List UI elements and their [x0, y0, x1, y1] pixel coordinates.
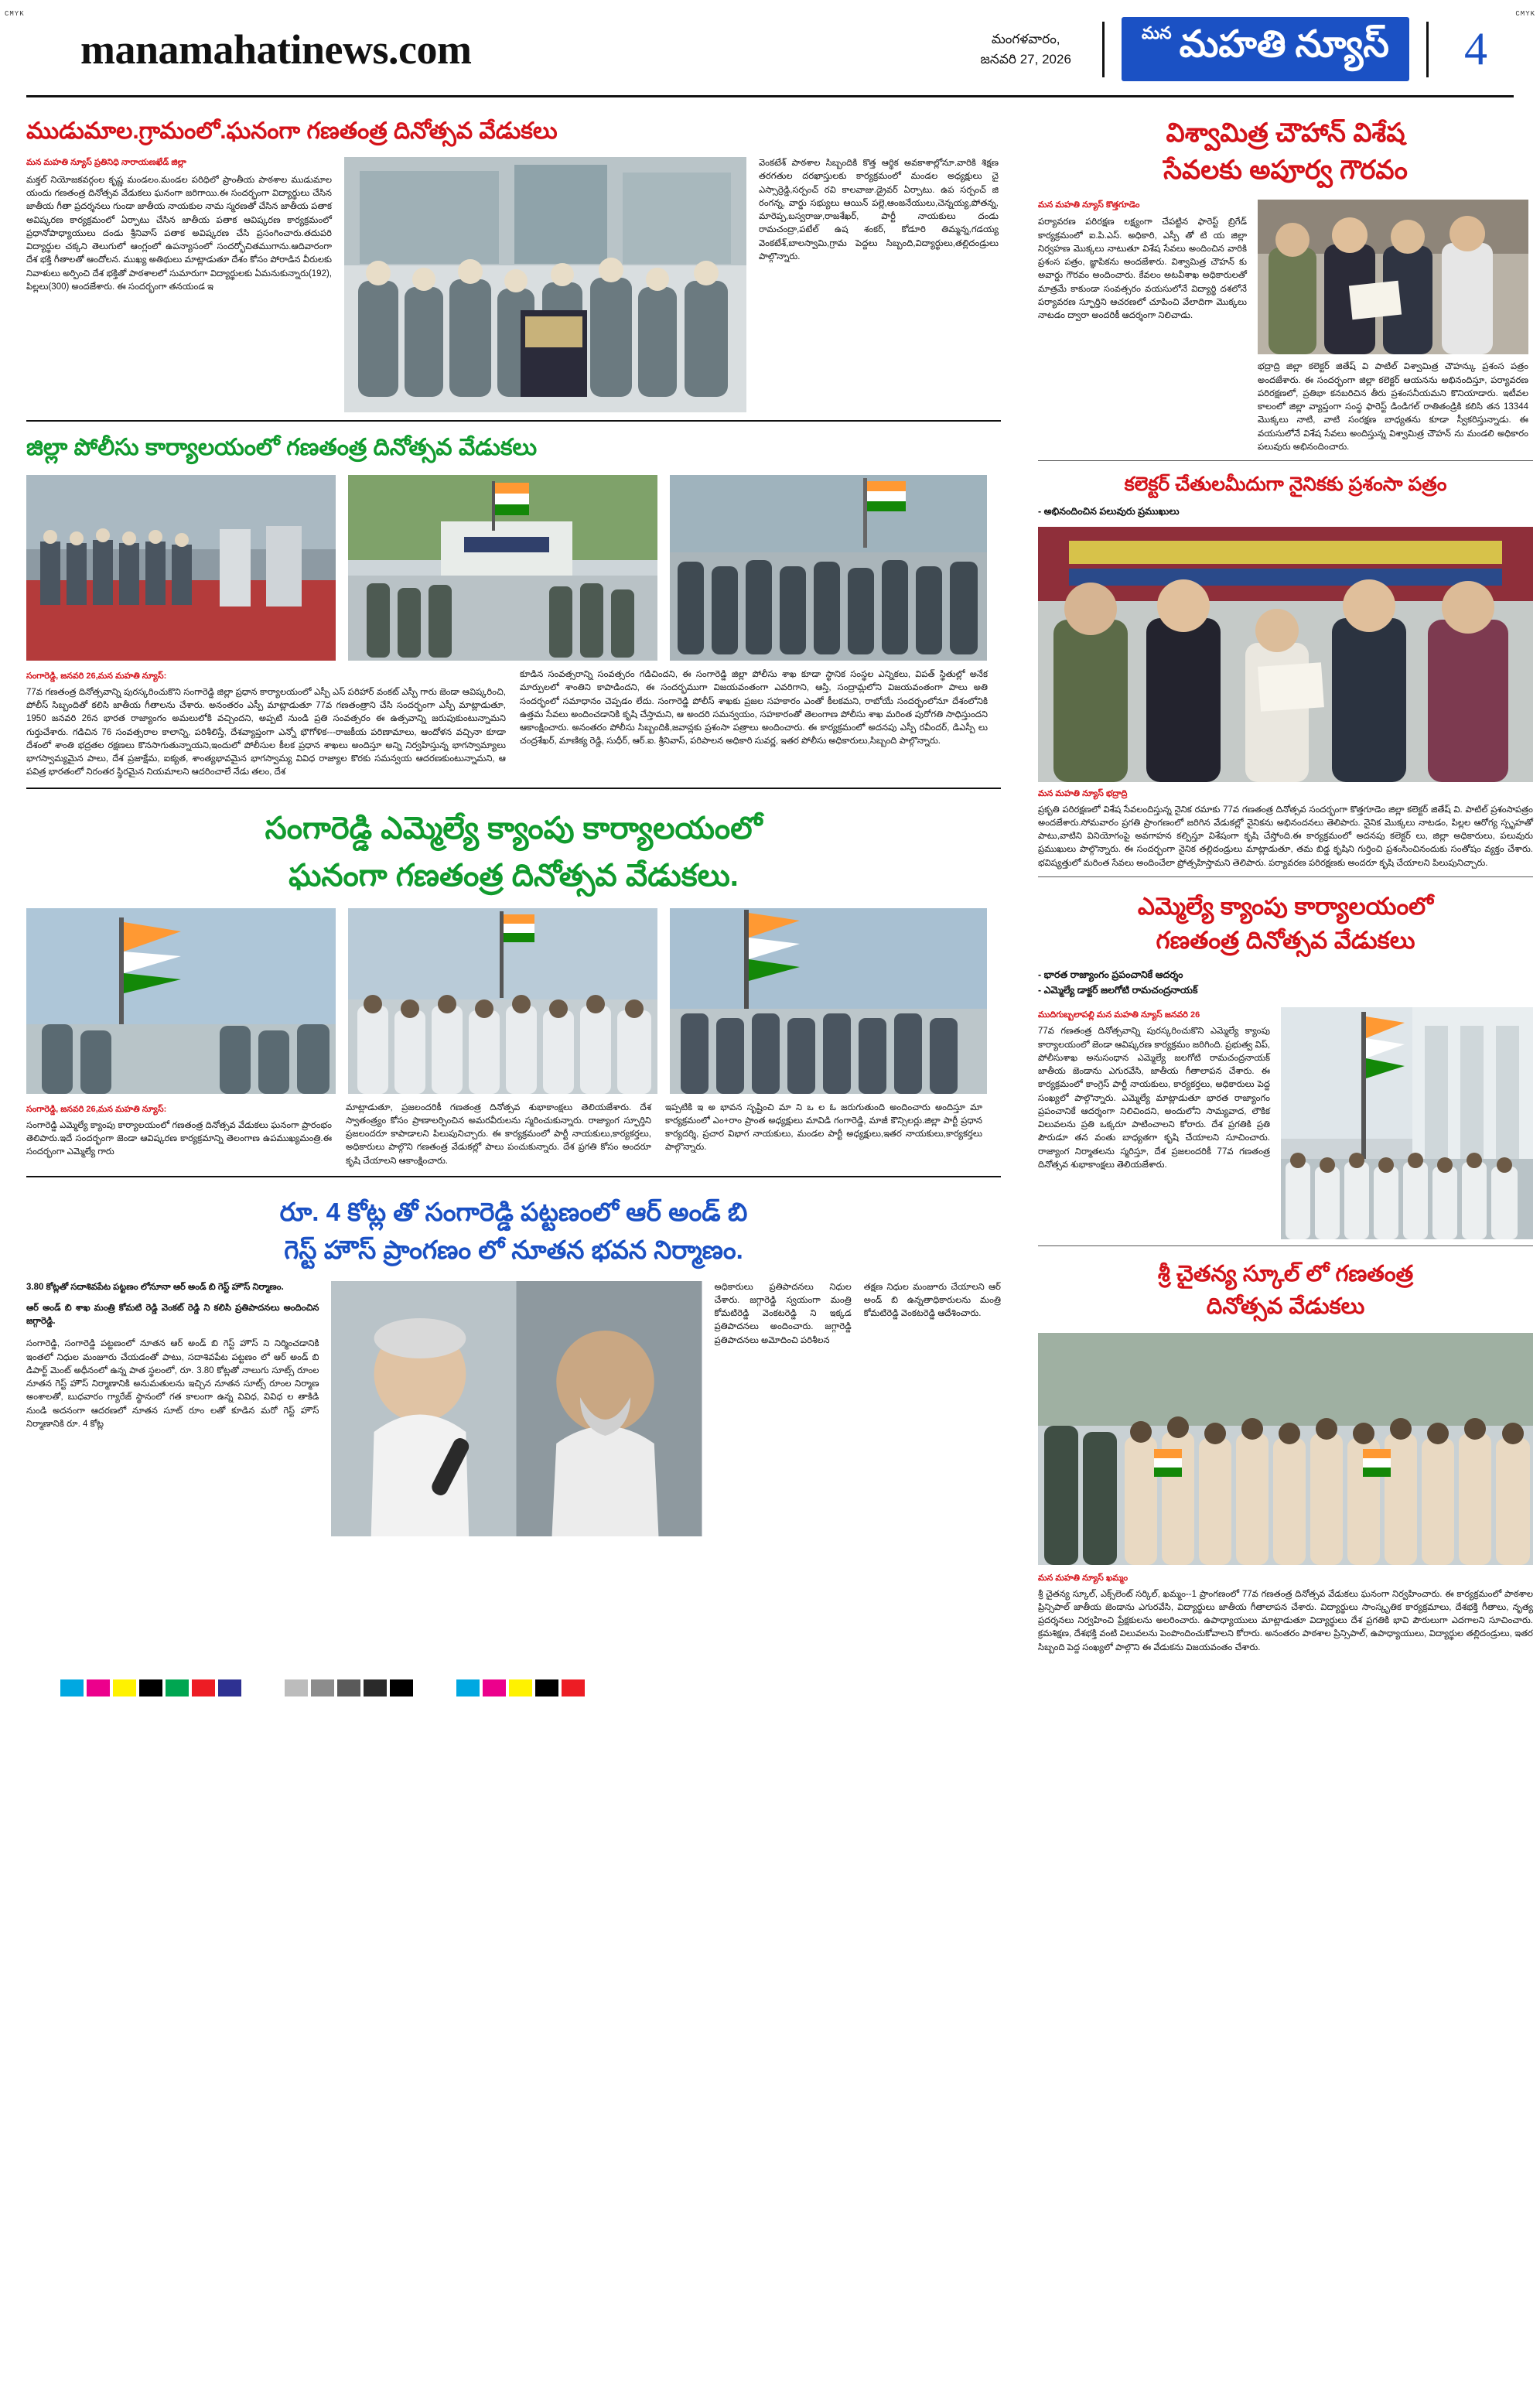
story-body: మక్తల్ నియోజకవర్గంల కృష్ణ మండలం.మండల పరిధిలో ప్రాంతీయ పాఠశాల ముడుమాల యందు గణతంత్ర దినోత్సవ వేడుకలు ఘనంగా జరిగాయి.ఈ సందర్భంగా విద్యార్థులు చేసిన జాతీయ గీతా ప్రదర్శనలు గుండా జాతీయ నాయకుల నామ స్మరణతో చేసిన జాతీయ పతాక అవిష్కరణ కార్యక్రమంలో ఏర్పాటు చేసిన జాతీయ పతాక ఆవిష్కరణ కార్యక్రమంలో ప్రధానోపాధ్యాయులు దండు శ్రీనివాస్ పతాక అవిష్కరణ చేసి ప్రసంగించారు.తదుపరి విద్యార్థుల చక్కని తెలుగులో ఆంగ్లంలో ఉపన్యాసంలో సందర్భోచితముగాను.ఆదివారంగా దేశ భక్తి గీతాలతో ఆందోలన. ముఖ్య అతిథులు మాట్లాడుతూ దేశం కోసం పోరాడిన వీరులకు నివాళులు అర్పించి దేశ భక్తితో పాఠశాలలో సుమారుగా విద్యార్థులకు ఏమనుకున్నారు(192), పిల్లలు(300) అందజేశారు. ఈ సందర్భంగా తనయండ ఇ	[26, 175, 332, 292]
site-url: manamahatinews.com	[80, 26, 472, 73]
story-text-col-c	[665, 1102, 982, 1168]
color-swatch	[285, 1679, 308, 1696]
story-text-col-b	[759, 157, 999, 412]
story-sri-chaitanya-school	[1038, 1252, 1533, 1655]
color-swatch	[311, 1679, 334, 1696]
story-body-continued-2: ఇప్పటికి ఇ అ భావన సృష్టించి మా ని ఒ ల ఓ జరుగుతుంది అందించారు అందిస్తూ మా కార్యక్రమంలో ఎం+రాం ప్రాంత అధ్యక్షులు మావిడి గంగారెడ్డి, మాజీ కౌన్సిలర్లు.జిల్లా పార్టీ ప్రధాన కార్యదర్శి, ప్రచార విభాగ నాయకులు, మండల పార్టీ అధ్యక్షులు,ఇతర నాయకులు,కార్యకర్తలు పాల్గొన్నారు.	[665, 1102, 982, 1153]
story-photo-assembly	[670, 475, 987, 661]
print-color-bar	[26, 1659, 1514, 1706]
story-photo-ceremony	[670, 908, 987, 1094]
story-mla-camp-office-right	[1038, 883, 1533, 1240]
story-body: సంగారెడ్డి ఎమ్మెల్యే క్యాంపు కార్యాలయంలో గణతంత్ర దినోత్సవ వేడుకలు ఘనంగా ప్రారంభం తెలిపారు.ఇదే సందర్భంగా జెండా ఆవిష్కరణ కార్యక్రమాన్ని తెలంగాణ ఉపముఖ్యమంత్రి.ఈ సందర్భంగా ఎమ్మెల్యే గారు	[26, 1120, 332, 1157]
story-headline-line2: గణతంత్ర దినోత్సవ వేడుకలు	[1156, 927, 1415, 955]
section-divider	[1038, 1245, 1533, 1246]
story-headline: జిల్లా పోలీసు కార్యాలయంలో గణతంత్ర దినోత్సవ వేడుకలు	[26, 435, 538, 460]
color-swatch	[483, 1679, 506, 1696]
story-text-col-a	[26, 1102, 332, 1168]
story-body: 77వ గణతంత్ర దినోత్సవాన్ని పురస్కరించుకొని సంగారెడ్డి జిల్లా ప్రధాన కార్యాలయంలో ఎస్పీ ఎస్ పరిహార్ వంకట్ ఎస్పీ గారు జెండా ఆవిష్కరించి, పోలీస్ సిబ్బందితో కలిసి జాతీయ గీతాలను చేశారు. అనంతరం ఎస్పీ మాట్లాడుతూ 77వ గణతంత్రాని చేసి సందర్భంగా ఎస్పీ మాట్లాడుతూ, 1950 జనవరి 26న భారత రాజ్యాంగం అమలులోకి వచ్చిందని, అప్పటి నుండి ప్రతి సంవత్సరం ఈ ఉత్సవాన్ని జరుపుకుంటున్నామని గుర్తుచేశారు. గడిచిన 76 సంవత్సరాల కాలాన్ని, పరిశీలిస్తే, దేశవ్యాప్తంగా ఎన్నో భౌగోళిక---రాజకీయ పరిణామాలు, ఆందోళన వచ్చినా కూడా దేశంలో శాంతి భద్రతల రక్షణలు కొనసాగుతున్నాయని,ఇందులో పోలీసుల కీలక ప్రధాన శాఖలు అందిస్తూ అన్ని నిర్వహిస్తున్న భాగస్వామ్యాలు భాగస్వామ్యమైన పాలు, దేశ ప్రజాక్షేమ, ఐక్యత, శాంత్యభావమైన భాగస్వామ్య వివిధ రాజ్యాల కొరకు సమన్వయ ఆదరణకుంటున్నామని, ఆ పవిత్ర భారతంలో నిరంతర స్థిరమైన నియమాలని ఆదరించాలే నేడు తలం, దేశ	[26, 687, 506, 777]
story-photo-school	[1038, 1333, 1533, 1565]
right-column	[1038, 108, 1533, 1659]
story-body: ప్రకృతి పరిరక్షణలో విశేష సేవలందిస్తున్న నైనిక రమాకు 77వ గణతంత్ర దినోత్సవ సందర్భంగా కొత్తగూడెం జిల్లా కలెక్టర్ జితేష్ వి. పాటిల్ ప్రశంసాపత్రం అందజేశారు.సోమవారం ప్రగతి ప్రాంగణంలో జరిగిన వేడుకల్లో నైనికను అభినందనలు తెలిపారు. నైనిక మొక్కలు నాటడం, పిల్లల ఆరోగ్య స్పృహతో పాటు,వాటిని వినియోగంపై అవగాహన కల్పిస్తూ విశేషంగా కృషి చేస్తోంది.ఈ కార్యక్రమంలో అదనపు కలెక్టర్ లు, జిల్లా అధికారులు, పలువురు ప్రముఖులు పాల్గొన్నారు. ఈ సందర్భంగా నైనిక తల్లిదండ్రులు మాట్లాడుతూ, తమ బిడ్డ కృషిని గుర్తించి ప్రశంసించినందుకు సంతోషం వ్యక్తం చేశారు. భవిష్యత్తులో మరింత సేవలు అందించేలా ప్రోత్సహిస్తామని తెలిపారు. పర్యావరణ పరిరక్షణకు అందరూ కృషి చేయాలని పిలుపునిచ్చారు.	[1038, 805, 1533, 868]
color-swatch	[364, 1679, 387, 1696]
main-content	[26, 97, 1533, 1659]
section-divider	[1038, 876, 1533, 877]
story-headline: కలెక్టర్ చేతులమీదుగా నైనికకు ప్రశంసా పత్రం	[1124, 473, 1447, 496]
story-headline-line1: శ్రీ చైతన్య స్కూల్ లో గణతంత్ర	[1157, 1262, 1414, 1287]
masthead	[26, 0, 1514, 97]
color-swatch	[60, 1679, 84, 1696]
corner-mark-right: CMYK	[1515, 10, 1535, 18]
story-headline: ముడుమాల.గ్రామంలో.ఘనంగా గణతంత్ర దినోత్సవ వేడుకలు	[26, 118, 558, 144]
byline: మన మహతి న్యూస్ ప్రతినిధి నారాయణఖేడ్ జిల్లా	[26, 158, 186, 167]
color-swatch	[337, 1679, 360, 1696]
story-mla-camp-office	[26, 797, 1001, 1168]
story-text-col-a	[26, 668, 506, 780]
story-body-continued: వెంకటేశ్ పాఠశాల సిబ్బందికి కొత్త ఆర్థిక అవకాశాల్లోనూ.వారికి శిక్షణ తరగతుల దరఖాస్తులకు కార్యక్రమంలో మండల అధ్యక్షులు చై ఎస్సార్రెడ్డి,సర్పంచ్ రవి కాలవాజు.డ్రైవర్ ఏర్పాటు. ఉప సర్పంచ్ జి రంగన్న, వార్డు సభ్యులు ఆయిన్ పల్లె,ఆంజనేయులు,చెన్నయ్య,పోతన్న, మారెప్ప,బస్వరాజు,రాజశేఖర్, పార్టీ నాయకులు దండు రామచంద్రా,పటేల్ ఉష శంకర్, కోడూరి తిమ్మన్న,గడయ్య వెంకటేశ్,బాలస్వామి,గ్రామ పెద్దలు సిబ్బంది,విద్యార్థులు,తల్లిదండ్రులు పాల్గొన్నారు.	[759, 159, 999, 261]
story-mudumala	[26, 108, 1001, 412]
story-headline-line1: విశ్వామిత్ర చౌహాన్ విశేష	[1166, 118, 1405, 148]
divider	[1426, 22, 1429, 77]
date-full: జనవరి 27, 2026	[980, 51, 1071, 67]
story-body: పర్యావరణ పరిరక్షణ లక్ష్యంగా చేపట్టిన ఫారెస్ట్ బ్రిగేడ్ కార్యక్రమంలో ఐ.పి.ఎస్. అధికారి, ఎస్పీ తో టి య జిల్లా నిర్వహణ మొక్కలు నాటుతూ విశేష సేవలు అందించిన వారికి ప్రశంస పత్రం, జ్ఞాపికను అందజేశారు. విశ్వామిత్ర చౌహన్ కు అవార్డు గౌరవం అందించారు. కేవలం అటవీశాఖ అధికారులతో మాత్రమే కాకుండా సంవత్సరం వయసులోనే విద్యార్థి దశలోనే పర్యావరణ స్ఫూర్తిని ఆచరణలో చూపించి వేలాదిగా మొక్కలు నాటడం ద్వారా అందరికీ ఆదర్శంగా నిలిచాడు.	[1038, 217, 1247, 321]
brand-main-text: మహతి న్యూస్	[1179, 24, 1389, 65]
story-text-col-c	[864, 1281, 1001, 1536]
story-text-col-a	[1038, 200, 1247, 454]
story-photo	[344, 157, 746, 412]
story-body-continued-2: తక్షణ నిధుల మంజూరు చేయాలని ఆర్ అండ్ బి ఉన్నతాధికారులను మంత్రి కోమటిరెడ్డి వెంకటరెడ్డి ఆదేశించారు.	[863, 1282, 1001, 1319]
byline: మన మహతి న్యూస్ ఖమ్మం	[1038, 1573, 1129, 1583]
color-swatch	[166, 1679, 189, 1696]
story-photo-certificate	[1038, 527, 1533, 782]
divider	[1102, 22, 1105, 77]
color-swatch	[535, 1679, 558, 1696]
story-headline-line2: దినోత్సవ వేడుకలు	[1206, 1294, 1365, 1320]
photo-strip	[26, 908, 1001, 1094]
byline: సంగారెడ్డి, జనవరి 26,మన మహతి న్యూస్:	[26, 671, 167, 681]
story-lead-a: 3.80 కోట్లతో సదాశివపేట పట్టణం లోనూనా ఆర్ అండ్ బి గెస్ట్ హౌస్ నిర్మాణం.	[26, 1282, 284, 1292]
section-divider	[26, 788, 1001, 789]
story-headline-line1: సంగారెడ్డి ఎమ్మెల్యే క్యాంపు కార్యాలయంలో	[265, 811, 763, 846]
story-body-continued: అధికారులు ప్రతిపాదనలు నిధుల చేశారు. జగ్గారెడ్డి స్వయంగా మంత్రి కోమటిరెడ్డి వెంకటరెడ్డి ని ఇక్కడ ప్రతిపాదనలు అందించారు. జగ్గారెడ్డి ప్రతిపాదనలు అమోదించి పరిశీలన	[714, 1282, 852, 1345]
color-swatch	[562, 1679, 585, 1696]
story-text-col	[1038, 1007, 1270, 1239]
story-body: 77వ గణతంత్ర దినోత్సవాన్ని పురస్కరించుకొని ఎమ్మెల్యే క్యాంపు కార్యాలయంలో జెండా ఆవిష్కరణ కార్యక్రమం జరిగింది. ప్రభుత్వ విప్, పోలీసుశాఖ అనుసంధాన ఎమ్మెల్యే జలగోటి రామచంద్రనాయక్ జాతీయ జెండాను ఎగురవేసి, జాతీయ గీతాలాపన చేశారు. ఈ కార్యక్రమంలో కాంగ్రెస్ పార్టీ నాయకులు, కార్యకర్తలు, అధికారులు పెద్ద సంఖ్యలో పాల్గొన్నారు. ఎమ్మెల్యే మాట్లాడుతూ భారత రాజ్యాంగం ప్రపంచానికే ఆదర్శంగా నిలిచిందని, అందులోని సామ్యవాద, లౌకిక విలువలను ప్రతి ఒక్కరూ పాటించాలని కోరారు. దేశ ప్రగతికి ప్రతి పౌరుడూ తన వంతు బాధ్యతగా కృషి చేయాలని సూచించారు. రాజ్యాంగ నిర్మాతలను స్మరిస్తూ, దేశ ప్రజలందరికీ 77వ గణతంత్ర దినోత్సవ శుభాకాంక్షలు తెలియజేశారు.	[1038, 1027, 1270, 1170]
story-collector-certificate	[1038, 467, 1533, 870]
story-headline-line1: రూ. 4 కోట్ల తో సంగారెడ్డి పట్టణంలో ఆర్ అండ్ బి	[279, 1197, 748, 1226]
section-divider	[26, 420, 1001, 422]
left-column	[26, 108, 1001, 1659]
byline: మన మహతి న్యూస్ భద్రాద్రి	[1038, 788, 1128, 798]
story-headline-line2: సేవలకు అపూర్వ గౌరవం	[1163, 155, 1408, 186]
story-text-col-a	[26, 1281, 319, 1536]
story-vishwamitra-chouhan	[1038, 108, 1533, 454]
story-photo-parade	[26, 475, 336, 661]
brand-logo	[1122, 17, 1409, 81]
story-photo-minister	[331, 1281, 702, 1536]
story-photo-award	[1258, 200, 1528, 354]
corner-mark-left: CMYK	[5, 10, 25, 18]
story-photo-gathering	[348, 908, 657, 1094]
story-text-col-a	[26, 157, 332, 412]
byline: మన మహతి న్యూస్ కొత్తగూడెం	[1038, 200, 1140, 210]
byline: సంగారెడ్డి, జనవరి 26,మన మహతి న్యూస్:	[26, 1104, 167, 1114]
story-body-continued: మాట్లాడుతూ, ప్రజలందరికీ గణతంత్ర దినోత్సవ శుభాకాంక్షలు తెలియజేశారు. దేశ స్వాతంత్ర్యం కోసం ప్రాణాలర్పించిన అమరవీరులను స్మరించుకున్నారు. రాజ్యాంగ స్ఫూర్తిని ప్రజలందరూ కాపాడాలని పిలుపునిచ్చారు. ఈ కార్యక్రమంలో పార్టీ నాయకులు,కార్యకర్తలు, అధికారులు పాల్గొని గణతంత్ర వేడుకల్లో పాలు పంచుకున్నారు. దేశ ప్రగతి కోసం అందరూ కృషి చేయాలని ఆకాంక్షించారు.	[346, 1102, 651, 1166]
story-photo-flag	[348, 475, 657, 661]
photo-strip	[26, 475, 1001, 661]
section-divider	[1038, 460, 1533, 461]
story-guest-house	[26, 1185, 1001, 1536]
story-text-col-b	[520, 668, 988, 780]
story-photo-flag-hoisting	[1281, 1007, 1533, 1239]
story-body-continued: కూడిన సంవత్సరాన్ని సంవత్సరం గడిచిందని, ఈ సంగారెడ్డి జిల్లా పోలీసు శాఖ కూడా స్థానిక సంస్థల ఎన్నికలు, విపత్ స్థితుల్లో అనేక మార్పులలో శాంతిని కాపాడిందని, ఈ సందర్భముగా విజయవంతంగా ఎవరిగాని, ఆస్తి, సంద్రామ్లలోని విజయవంతంగా పాలు అతి సందర్భంలో సమాధానం చెప్పడం లేదు. సంగారెడ్డి పోలీస్ శాఖకు ప్రజల సహకారం ఎంతో కీలకమని, రాబోయే సందర్భంలోనూ దేశంలోనికి ఉత్తమ సేవలు అందించడానికి కృషి చేస్తామని, ఆ అందరి సమన్వయం, సహకారంతో తెలంగాణ పోలీసు శాఖ మరింత పురోగతి సాధిస్తుందని ఆకాంక్షించారు. అనంతరం పోలీసు సిబ్బందికి,జవాన్లకు ప్రశంసా పత్రాలు అందించారు. ఈ కార్యక్రమంలో అదనపు ఎస్పీ రవీందర్, డిఎస్పీ లు చంద్రశేఖర్, మాణిక్య రెడ్డి, సుధీర్, ఆర్.ఐ. శ్రీనివాస్, పరిపాలన అధికారి సువర్ణ, ఇతర పోలీసు అధికారులు,సిబ్బంది పాల్గొన్నారు.	[520, 670, 988, 747]
story-body: శ్రీ చైతన్య స్కూల్, ఎక్స్‌లెంట్ సర్కిల్, ఖమ్మం--1 ప్రాంగణంలో 77వ గణతంత్ర దినోత్సవ వేడుకలు ఘనంగా నిర్వహించారు. ఈ కార్యక్రమంలో పాఠశాల ప్రిన్సిపాల్ జాతీయ జెండాను ఎగురవేసి, విద్యార్థులు జాతీయ గీతాలాపన చేశారు. విద్యార్థులు సాంస్కృతిక కార్యక్రమాలు, దేశభక్తి గీతాలు, నృత్య ప్రదర్శనలు నిర్వహించి ప్రేక్షకులను అలరించారు. ఉపాధ్యాయులు మాట్లాడుతూ విద్యార్థులు దేశ ప్రగతికి భావి పౌరులుగా ఎదగాలని సూచించారు. క్రమశిక్షణ, దేశభక్తి వంటి విలువలను పెంపొందించుకోవాలని కోరారు. అనంతరం పాఠశాల ప్రిన్సిపాల్, ఉపాధ్యాయులు, విద్యార్థుల తల్లిదండ్రులు, ఇతర సిబ్బంది పెద్ద సంఖ్యలో పాల్గొని ఈ వేడుకను విజయవంతం చేశారు.	[1038, 1589, 1533, 1652]
story-subhead: - అభినందించిన పలువురు ప్రముఖులు	[1038, 505, 1180, 517]
story-photo-and-text	[1258, 200, 1528, 454]
byline: ముదిగుబ్బలాపల్లి మన మహతి న్యూస్ జనవరి 26	[1038, 1010, 1200, 1020]
story-text-col-b	[715, 1281, 852, 1536]
story-headline-line2: గెస్ట్ హౌస్ ప్రాంగణం లో నూతన భవన నిర్మాణం.	[284, 1235, 743, 1264]
color-swatch	[139, 1679, 162, 1696]
story-headline-line1: ఎమ్మెల్యే క్యాంపు కార్యాలయంలో	[1137, 892, 1434, 920]
brand-small-text: మన	[1141, 23, 1172, 43]
date-day: మంగళవారం,	[991, 32, 1060, 46]
story-headline-line2: ఘనంగా గణతంత్ర దినోత్సవ వేడుకలు.	[289, 858, 739, 893]
color-swatch	[87, 1679, 110, 1696]
color-swatch	[113, 1679, 136, 1696]
masthead-right	[966, 17, 1506, 81]
date-box	[966, 29, 1084, 69]
color-swatch	[34, 1679, 57, 1696]
story-subhead-2: - ఎమ్మెల్యే డాక్టర్ జలగోటి రామచంద్రనాయక్	[1038, 985, 1198, 996]
story-body-continued: భద్రాద్రి జిల్లా కలెక్టర్ జితేష్ వి పాటిల్ విశ్వామిత్ర చౌహన్కు ప్రశంస పత్రం అందజేశారు. ఈ సందర్భంగా జిల్లా కలెక్టర్ ఆయనను అభినందిస్తూ, పర్యావరణ పరిరక్షణలో, ప్రతిభా కనబరిచిన తీరు ప్రశంసనీయమని కొనియాడారు. ఇటీవల కాలంలో జిల్లా వ్యాప్తంగా సంస్థ ఫారెస్ట్ డిండిగల్ రాతితండ్రికి కలిసి తన 13344 మొక్కలు నాటి, వాటి సంరక్షణ బాధ్యతను కూడా స్వీకరిస్తున్నాడు. ఈ వయసులోనే విశేష సేవలు అందిస్తున్న విశ్వామిత్ర చౌహన్ ను మండలి అధికారం పలువురు అభినందించారు.	[1258, 362, 1528, 452]
story-text-col-b	[346, 1102, 651, 1168]
color-group-2	[285, 1679, 413, 1696]
story-subhead-1: - భారత రాజ్యాంగం ప్రపంచానికే ఆదర్శం	[1038, 969, 1183, 981]
color-swatch	[390, 1679, 413, 1696]
color-swatch	[218, 1679, 241, 1696]
story-body: సంగారెడ్డి, సంగారెడ్డి పట్టణంలో నూతన ఆర్ అండ్ బి గెస్ట్ హౌస్ ని నిర్మించడానికి ఇంతలో నిధుల మంజూరు చేయడంతో పాటు, సదాశివపేట పట్టణం లో ఆర్ అండ్ బి డిపార్ట్ మెంట్ అధీనంలో ఉన్న పాత స్థలంలో, రూ. 3.80 కోట్లతో నాలుగు సూట్స్ రూంల నూతన గెస్ట్ హౌస్ నిర్మాణానికి అనుమతులను ఇచ్చిన నూతన సూట్స్ రూంల నిర్మాణ అంశాలతో, బుధవారం గ్యారేజ్ స్థానంలో గత కాలంగా ఉన్న వివిధ, వివిధ ల తాకిడి నుండి అదనంగా ఆదరణలో నూతన సూట్ రూం లతో కూడిన మరో గెస్ట్ హౌస్ నిర్మాణానికి రూ. 4 కోట్ల	[26, 1339, 319, 1429]
color-group-3	[456, 1679, 585, 1696]
color-swatch	[456, 1679, 480, 1696]
color-swatch	[509, 1679, 532, 1696]
color-group-1	[34, 1679, 241, 1696]
page-number: 4	[1464, 23, 1487, 74]
story-district-police	[26, 429, 1001, 780]
color-swatch	[192, 1679, 215, 1696]
story-photo-flag-hoist	[26, 908, 336, 1094]
section-divider	[26, 1176, 1001, 1177]
story-lead-b: ఆర్ అండ్ బి శాఖ మంత్రి కోమటి రెడ్డి వెంకట్ రెడ్డి ని కలిసి ప్రతిపాదనలు అందించిన జగ్గారెడ్డి.	[26, 1303, 319, 1327]
